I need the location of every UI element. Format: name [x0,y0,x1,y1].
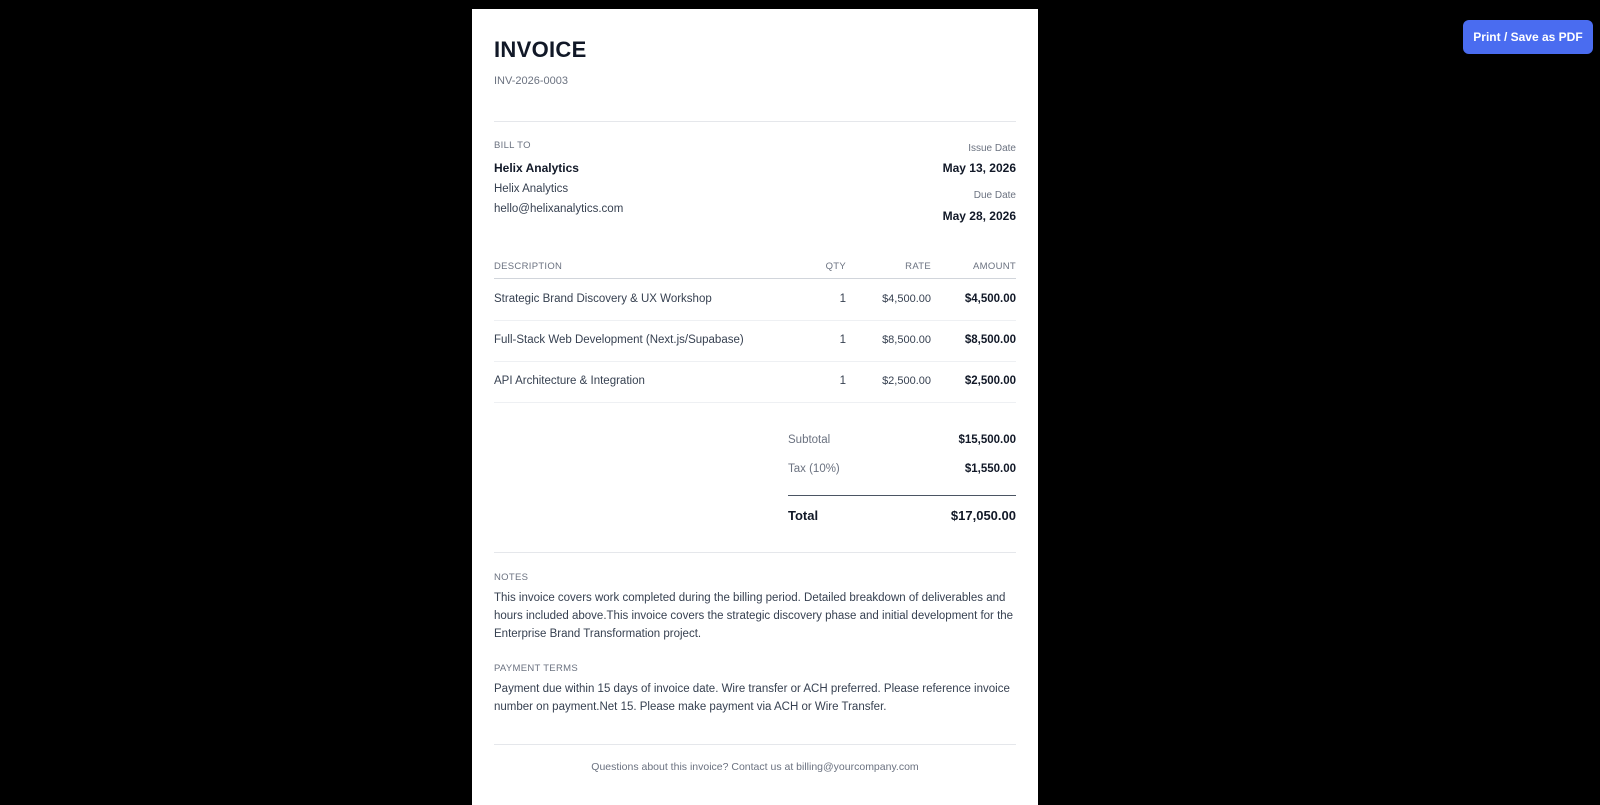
client-company: Helix Analytics [494,183,569,195]
footer-divider [494,744,1016,745]
column-header-rate: RATE [905,261,931,272]
row-amount: $2,500.00 [964,375,1016,387]
invoice-page [472,9,1038,805]
print-save-pdf-button[interactable]: Print / Save as PDF [1463,20,1593,54]
payment-terms-label: PAYMENT TERMS [494,663,578,674]
subtotal-value: $15,500.00 [958,434,1016,446]
issue-date: May 13, 2026 [942,161,1016,175]
row-amount: $8,500.00 [964,334,1016,346]
notes-text: This invoice covers work completed during the billing period. Detailed breakdown of deliverables and hours included above.This invoice covers the strategic discovery phase and initial development for the Enterprise Brand Transformation project. [494,592,1014,640]
header-divider [494,121,1016,122]
column-header-amount: AMOUNT [973,261,1016,272]
row-qty: 1 [839,334,846,346]
due-date-label: Due Date [973,190,1016,201]
total-divider [788,495,1016,496]
row-description: Strategic Brand Discovery & UX Workshop [494,293,712,305]
column-header-qty: QTY [825,261,846,272]
payment-terms-text: Payment due within 15 days of invoice date. Wire transfer or ACH preferred. Please reference invoice number on payment.Net 15. Please make payment via ACH or Wire Transfer. [494,683,1010,713]
tax-label: Tax (10%) [788,463,840,475]
row-qty: 1 [839,293,846,305]
row-rate: $2,500.00 [882,375,931,387]
issue-date-label: Issue Date [968,143,1016,154]
client-name: Helix Analytics [494,161,579,175]
invoice-title: INVOICE [494,37,587,62]
row-rate: $8,500.00 [882,334,931,346]
row-description: API Architecture & Integration [494,375,645,387]
summary-divider [494,552,1016,553]
invoice-number: INV-2026-0003 [494,75,568,87]
total-value: $17,050.00 [950,508,1016,523]
subtotal-label: Subtotal [788,434,831,446]
tax-value: $1,550.00 [964,463,1016,475]
row-rate: $4,500.00 [882,293,931,305]
due-date: May 28, 2026 [942,209,1016,223]
row-description: Full-Stack Web Development (Next.js/Supabase) [494,334,744,346]
table-row [494,320,1016,362]
total-label: Total [788,508,819,523]
table-row [494,279,1016,321]
row-qty: 1 [839,375,846,387]
bill-to-label: BILL TO [494,140,531,151]
footer-contact: Questions about this invoice? Contact us at billing@yourcompany.com [591,761,919,773]
table-row [494,361,1016,403]
column-header-description: DESCRIPTION [494,261,563,272]
notes-label: NOTES [494,572,529,583]
client-email: hello@helixanalytics.com [494,203,624,215]
row-amount: $4,500.00 [964,293,1016,305]
